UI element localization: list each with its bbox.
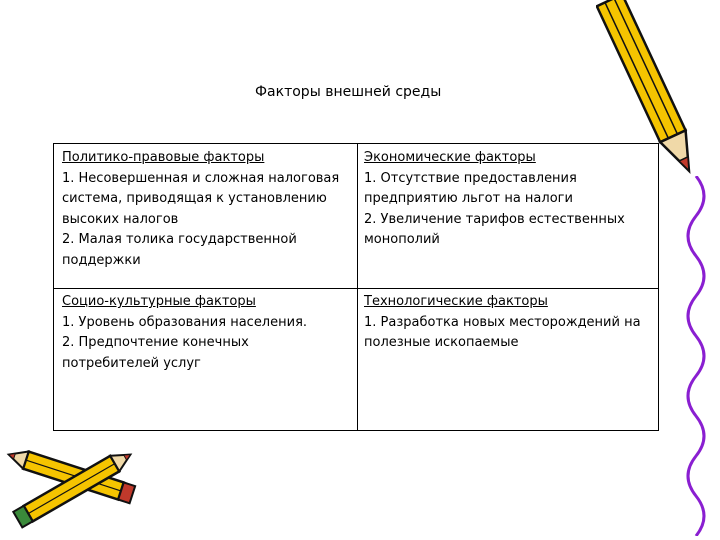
cell-heading: Технологические факторы bbox=[364, 294, 548, 309]
cell-heading: Социо-культурные факторы bbox=[62, 294, 256, 309]
pencil-icon bbox=[596, 0, 716, 200]
cell-body: 1. Уровень образования населения. 2. Предпочтение конечных потребителей услуг bbox=[62, 314, 308, 371]
cell-body: 1. Отсутствие предоставления предприятию льгот на налоги 2. Увеличение тарифов естественных монополий bbox=[364, 170, 625, 247]
cell-socio-cultural bbox=[62, 292, 347, 374]
page-title: Факторы внешней среды bbox=[255, 84, 442, 100]
crossed-pencils-icon bbox=[0, 436, 140, 536]
cell-technological bbox=[364, 292, 649, 354]
cell-heading: Политико-правовые факторы bbox=[62, 150, 265, 165]
table-divider-horizontal bbox=[54, 288, 658, 289]
wave-line-icon bbox=[676, 176, 716, 536]
cell-heading: Экономические факторы bbox=[364, 150, 536, 165]
cell-body: 1. Разработка новых месторождений на полезные ископаемые bbox=[364, 314, 641, 350]
factors-table bbox=[53, 143, 659, 431]
table-divider-vertical bbox=[357, 144, 358, 430]
cell-political-legal bbox=[62, 148, 347, 271]
cell-body: 1. Несовершенная и сложная налоговая система, приводящая к установлению высоких налогов 2. Малая толика государственной поддержки bbox=[62, 170, 340, 268]
